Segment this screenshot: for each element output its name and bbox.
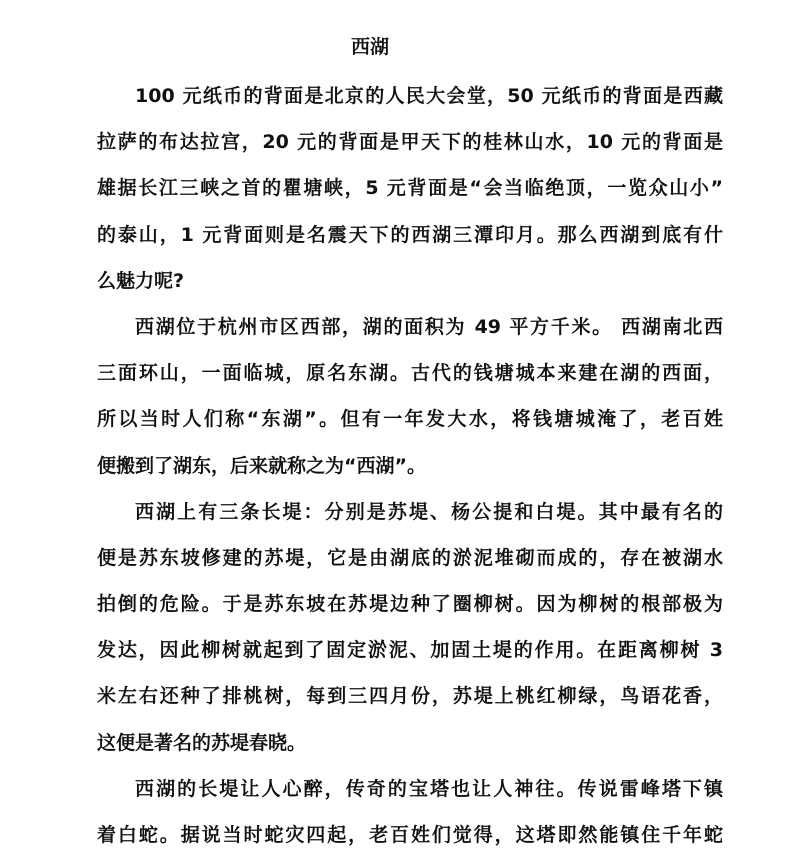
text-line: 拍倒的危险。于是苏东坡在苏堤边种了圈柳树。因为柳树的根部极为 xyxy=(97,593,723,616)
text-line: 么魅力呢? xyxy=(97,269,185,292)
text-line: 着白蛇。据说当时蛇灾四起，老百姓们觉得，这塔即然能镇住千年蛇 xyxy=(97,824,723,846)
text-line: 拉萨的布达拉宫，20 元的背面是甲天下的桂林山水，10 元的背面是 xyxy=(97,131,723,154)
document-title: 西湖 xyxy=(350,36,389,58)
text-line: 西湖位于杭州市区西部，湖的面积为 49 平方千米。 西湖南北西 xyxy=(135,315,723,338)
text-line: 便搬到了湖东，后来就称之为“西湖”。 xyxy=(97,454,426,477)
text-line: 这便是著名的苏堤春晓。 xyxy=(97,731,307,754)
text-line: 三面环山，一面临城，原名东湖。古代的钱塘城本来建在湖的西面， xyxy=(97,362,723,385)
text-line: 西湖上有三条长堤：分别是苏堤、杨公提和白堤。其中最有名的 xyxy=(135,500,723,523)
text-line: 便是苏东坡修建的苏堤，它是由湖底的淤泥堆砌而成的，存在被湖水 xyxy=(97,546,723,569)
document-body xyxy=(97,77,723,853)
text-line: 米左右还种了排桃树，每到三四月份，苏堤上桃红柳绿，鸟语花香， xyxy=(97,685,723,708)
text-line: 的泰山，1 元背面则是名震天下的西湖三潭印月。那么西湖到底有什 xyxy=(97,223,723,246)
text-line: 100 元纸币的背面是北京的人民大会堂，50 元纸币的背面是西藏 xyxy=(135,85,723,107)
text-line: 雄据长江三峡之首的瞿塘峡，5 元背面是“会当临绝顶，一览众山小” xyxy=(97,177,723,200)
text-line: 所以当时人们称“东湖”。但有一年发大水，将钱塘城淹了，老百姓 xyxy=(97,408,723,431)
text-line: 西湖的长堤让人心醉，传奇的宝塔也让人神往。传说雷峰塔下镇 xyxy=(135,777,723,800)
text-line: 发达，因此柳树就起到了固定淤泥、加固土堤的作用。在距离柳树 3 xyxy=(97,639,723,662)
